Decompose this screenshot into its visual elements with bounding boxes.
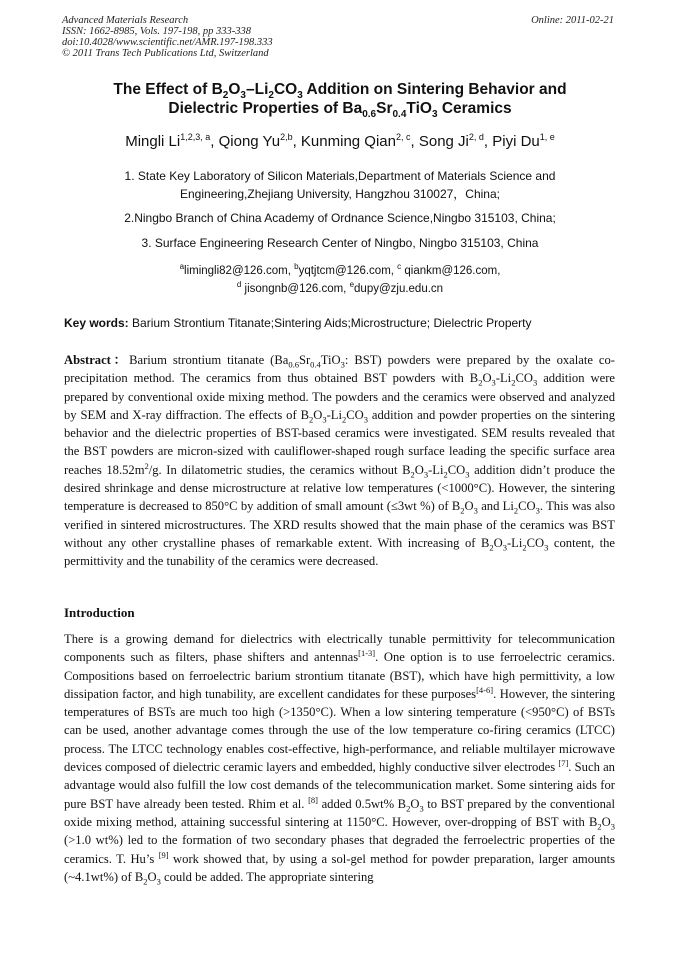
journal-name: Advanced Materials Research bbox=[62, 15, 189, 26]
citation: [4-6] bbox=[476, 684, 494, 695]
author: Piyi Du bbox=[492, 133, 540, 150]
affiliation-1-line2: Engineering,Zhejiang University, Hangzhou 310027，China; bbox=[180, 187, 500, 201]
citation: [7] bbox=[558, 757, 569, 768]
journal-copyright: © 2011 Trans Tech Publications Ltd, Switzerland bbox=[62, 48, 269, 59]
section-heading-introduction: Introduction bbox=[64, 605, 135, 620]
author: Qiong Yu bbox=[218, 133, 281, 150]
keywords bbox=[64, 316, 624, 330]
citation: [1-3] bbox=[358, 648, 376, 659]
journal-doi: doi:10.4028/www.scientific.net/AMR.197-198.333 bbox=[62, 37, 273, 48]
introduction-paragraph: There is a growing demand for dielectrics with electrically tunable permittivity for telecommunication components such as filters, phase shifters and antennas[1-3]. One option is to use ferroelectric ceramics. Compositions based on ferroelectric barium strontium titanate (BST), which have high permittivity, a low dissipation factor, and high tunability, are excellent candidates for these purposes[4-6]. However, the sintering temperatures of BSTs are much too high (>1350°C). When a low sintering temperature (<950°C) of BSTs can be used, another advantage comes through the use of the low temperature co-firing ceramics (LTCC) process. The LTCC technology enables cost-effective, high-performance, and reliable multilayer microwave devices composed of dielectric ceramic layers and embedded, highly conductive silver electrodes [7]. Such an advantage would also fulfill the low cost demands of the telecommunication market. Some sintering aids for pure BST have already been tested. Rhim et al. [8] added 0.5wt% $B_2O_3$ to BST prepared by the conventional oxide mixing method, attaining successful sintering at 1150°C. However, over-dropping of BST with $B_2O_3$ (>1.0 wt%) led to the formation of two secondary phases that degraded the ferroelectric properties of the ceramics. T. Hu’s [9] work showed that, by using a sol-gel method for powder preparation, larger amounts (~4.1wt%) of $B_2O_3$ could be added. The appropriate sintering bbox=[64, 632, 616, 887]
abstract: Abstract：Barium strontium titanate ($Ba_{0.6}Sr_{0.4}TiO_3$: BST) powders were prepared by the oxalate co-precipitation method. The ceramics from thus obtained BST powders with $B_2O_3-Li_2CO_3$ addition were prepared by conventional oxide mixing method. The powders and the ceramics were observed and analyzed by SEM and X-ray diffraction. The effects of $B_2O_3-Li_2CO_3$ addition and powder properties on the sintering behavior and the dielectric properties of BST-based ceramics were investigated. SEM results revealed that the BST powders are micron-sized with cauliflower-shaped rough surface leading the specific surface area reaches $18.52m^2/g$. In dilatometric studies, the ceramics without $B_2O_3-Li_2CO_3$ addition didn’t produce the desired shrinkage and dense microstructure at relative low temperatures (<1000°C). However, the sintering temperature is decreased to 850°C by addition of small amount (≤3wt %) of $B_2O_3$ and $Li_2CO_3$. This was also verified in sintered microstructures. The XRD results showed that the main phase of the ceramics was BST without any other crystalline phases of remarkable extent. With increasing of $B_2O_3-Li_2CO_3$ content, the permittivity and the tunability of the ceramics were decreased. bbox=[64, 353, 616, 569]
abstract-label: Abstract： bbox=[64, 353, 130, 367]
keywords-label: Key words: bbox=[64, 316, 129, 330]
affiliation-2: 2.Ningbo Branch of China Academy of Ordnance Science,Ningbo 315103, China; bbox=[124, 211, 556, 225]
keywords-text: Barium Strontium Titanate;Sintering Aids;Microstructure; Dielectric Property bbox=[128, 316, 532, 330]
author: Kunming Qian bbox=[300, 133, 396, 150]
paper-title-line2: Dielectric Properties of $Ba_{0.6}Sr_{0.4}TiO_3$ Ceramics bbox=[168, 100, 512, 121]
emails-line2: $^d$ jisongnb@126.com, $^e$dupy@zju.edu.cn bbox=[236, 280, 444, 295]
author-list: Mingli Li$^{1,2,3, a}$, Qiong Yu$^{2,b}$, Kunming Qian$^{2, c}$, Song Ji$^{2, d}$, Piyi Du$^{1, e}$ bbox=[125, 132, 555, 150]
affiliation-1-line1: 1. State Key Laboratory of Silicon Materials,Department of Materials Science and bbox=[124, 169, 556, 183]
citation: [9] bbox=[158, 849, 169, 860]
journal-issn: ISSN: 1662-8985, Vols. 197-198, pp 333-338 bbox=[62, 26, 251, 37]
author: Song Ji bbox=[418, 133, 469, 150]
citation: [8] bbox=[308, 794, 318, 805]
online-date: Online: 2011-02-21 bbox=[531, 15, 614, 26]
emails-line1: $^a$limingli82@126.com, $^b$yqtjtcm@126.com, $^c$ qiankm@126.com, bbox=[179, 262, 501, 277]
author: Mingli Li bbox=[125, 133, 181, 150]
affiliation-3: 3. Surface Engineering Research Center of Ningbo, Ningbo 315103, China bbox=[141, 236, 539, 250]
paper-title-line1: The Effect of $B_2O_3-Li_2CO_3$ Addition on Sintering Behavior and bbox=[113, 81, 567, 102]
